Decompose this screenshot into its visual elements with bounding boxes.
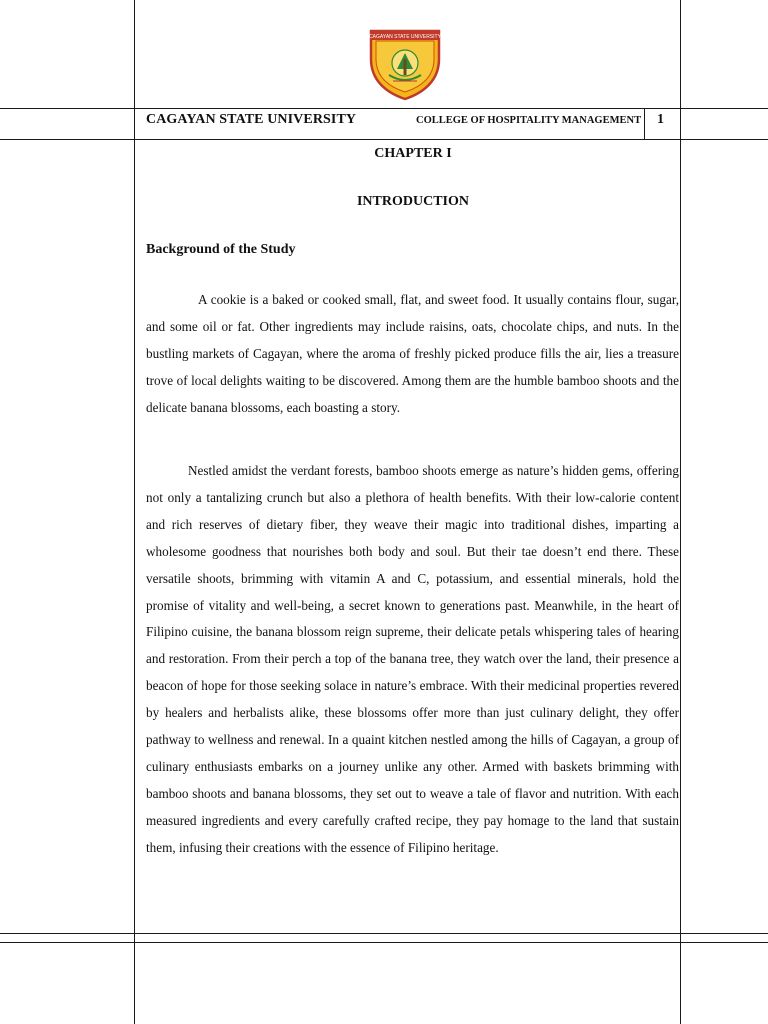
body-paragraph: Nestled amidst the verdant forests, bamboo shoots emerge as nature’s hidden gems, offering not only a tantalizing crunch but also a plethora of health benefits. With their low-calorie content and rich reserves of dietary fiber, they weave their magic into traditional dishes, imparting a wholesome goodness that nourishes both body and soul. But their tae doesn’t end there. These versatile shoots, brimming with vitamin A and C, potassium, and essential minerals, hold the promise of vitality and well-being, a secret known to generations past. Meanwhile, in the heart of Filipino cuisine, the banana blossom reign supreme, their delicate petals whispering tales of hearing and restoration. From their perch a top of the banana tree, they watch over the land, their presence a beacon of hope for those seeking solace in nature’s embrace. With their medicinal properties revered by healers and herbalists alike, these blossoms offer more than just culinary delight, they offer pathway to wellness and renewal. In a quaint kitchen nestled among the hills of Cagayan, a group of culinary enthusiasts embarks on a journey unlike any other. Armed with baskets brimming with bamboo shoots and banana blossoms, they set out to weave a tale of flavor and nutrition. With each measured ingredients and every carefully crafted recipe, they pay homage to the land that sustain them, infusing their creations with the essence of Filipino heritage. (146, 463, 679, 855)
footer-rule-lower (0, 942, 768, 943)
header-university-name: CAGAYAN STATE UNIVERSITY (146, 112, 357, 127)
university-logo (367, 29, 443, 101)
section-heading: Background of the Study (146, 242, 296, 257)
page-number: 1 (657, 112, 664, 127)
footer-rule-upper (0, 933, 768, 934)
left-margin-rule (134, 0, 135, 1024)
body-paragraph: A cookie is a baked or cooked small, flat, and sweet food. It usually contains flour, sugar, and some oil or fat. Other ingredients may include raisins, oats, chocolate chips, and nuts. In the bustling markets of Cagayan, where the aroma of freshly picked produce fills the air, lies a treasure trove of local delights waiting to be discovered. Among them are the humble bamboo shoots and the delicate banana blossoms, each boasting a story. (146, 292, 679, 415)
body-paragraph-1-container (146, 287, 679, 422)
logo-text: CAGAYAN STATE UNIVERSITY (369, 34, 441, 40)
chapter-heading: CHAPTER I (374, 146, 452, 161)
university-seal-icon (367, 29, 443, 101)
header-college-name: COLLEGE OF HOSPITALITY MANAGEMENT (416, 115, 642, 126)
right-margin-rule (680, 0, 681, 1024)
body-paragraph-2-container (146, 458, 679, 862)
page-title: INTRODUCTION (356, 194, 469, 209)
header-bottom-rule (0, 139, 768, 140)
